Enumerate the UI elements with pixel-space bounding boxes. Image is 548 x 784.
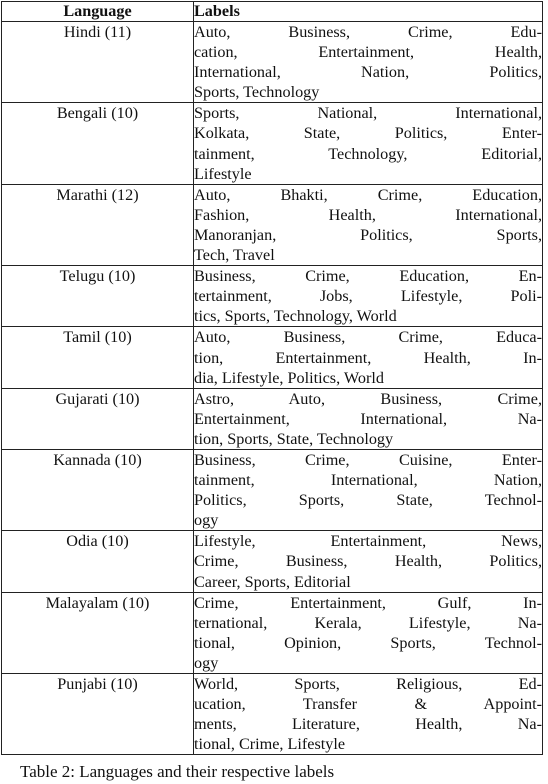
label-text-line: tainment, International, Nation, [194, 471, 542, 490]
language-cell: Kannada (10) [2, 449, 194, 530]
label-text-line: tional, Crime, Lifestyle [194, 735, 346, 754]
label-text-line: Lifestyle, Entertainment, News, [194, 532, 542, 551]
label-text-line: Auto, Business, Crime, Edu- [194, 23, 542, 41]
label-text-line: cation, Entertainment, Health, [194, 43, 542, 62]
label-text-line: Crime, Entertainment, Gulf, In- [194, 593, 542, 612]
label-text-line: ternational, Kerala, Lifestyle, Na- [194, 613, 542, 632]
language-cell: Bengali (10) [2, 103, 194, 184]
label-text-line: ucation, Transfer & Appoint- [194, 695, 542, 714]
language-cell: Gujarati (10) [2, 388, 194, 449]
language-cell: Malayalam (10) [2, 592, 194, 673]
table-row [2, 103, 543, 184]
label-text-line: tion, Entertainment, Health, In- [194, 348, 542, 367]
label-text-line: Manoranjan, Politics, Sports, [194, 225, 542, 244]
label-text-line: Sports, National, International, [194, 104, 542, 123]
label-text-line: ments, Literature, Health, Na- [194, 715, 542, 734]
language-cell: Tamil (10) [2, 327, 194, 388]
labels-cell [194, 327, 543, 388]
language-cell: Marathi (12) [2, 184, 194, 265]
labels-cell [194, 388, 543, 449]
table-row [2, 531, 543, 592]
label-text-line: tainment, Technology, Editorial, [194, 144, 542, 163]
label-text-line: Tech, Travel [194, 246, 275, 265]
labels-cell [194, 449, 543, 530]
language-cell: Odia (10) [2, 531, 194, 592]
label-text-line: Fashion, Health, International, [194, 205, 542, 224]
label-text-line: Astro, Auto, Business, Crime, [194, 389, 542, 408]
language-cell: Hindi (11) [2, 22, 194, 103]
table-header-row [2, 2, 543, 22]
table-row [2, 327, 543, 388]
table-row [2, 449, 543, 530]
column-header-labels: Labels [194, 2, 543, 22]
labels-cell [194, 184, 543, 265]
language-labels-table [1, 1, 543, 755]
label-text-line: Business, Crime, Cuisine, Enter- [194, 450, 542, 469]
label-text-line: tional, Opinion, Sports, Technol- [194, 633, 542, 652]
label-text-line: ogy [194, 653, 219, 672]
label-text-line: International, Nation, Politics, [194, 63, 542, 82]
labels-cell [194, 531, 543, 592]
label-text-line: Auto, Business, Crime, Educa- [194, 328, 542, 347]
label-text-line: Sports, Technology [194, 83, 320, 102]
language-cell: Telugu (10) [2, 266, 194, 327]
label-text-line: tics, Sports, Technology, World [194, 307, 397, 326]
label-text-line: tertainment, Jobs, Lifestyle, Poli- [194, 287, 542, 306]
language-cell: Punjabi (10) [2, 674, 194, 755]
label-text-line: Auto, Bhakti, Crime, Education, [194, 185, 542, 204]
column-header-language: Language [2, 2, 194, 22]
label-text-line: Kolkata, State, Politics, Enter- [194, 124, 542, 143]
label-text-line: ogy [194, 511, 219, 530]
table-row [2, 184, 543, 265]
label-text-line: World, Sports, Religious, Ed- [194, 675, 542, 693]
label-text-line: Politics, Sports, State, Technol- [194, 491, 542, 510]
table-row [2, 674, 543, 755]
table-row [2, 22, 543, 103]
table-row [2, 266, 543, 327]
labels-cell [194, 103, 543, 184]
label-text-line: Lifestyle [194, 164, 252, 183]
label-text-line: Entertainment, International, Na- [194, 409, 542, 428]
labels-cell [194, 22, 543, 103]
labels-cell [194, 674, 543, 755]
table-body [2, 22, 543, 755]
label-text-line: Business, Crime, Education, En- [194, 267, 542, 286]
table-row [2, 592, 543, 673]
label-text-line: Career, Sports, Editorial [194, 572, 351, 591]
table-caption: Table 2: Languages and their respective labels [20, 762, 335, 781]
label-text-line: Crime, Business, Health, Politics, [194, 552, 542, 571]
label-text-line: dia, Lifestyle, Politics, World [194, 368, 384, 387]
table-row [2, 388, 543, 449]
labels-cell [194, 266, 543, 327]
label-text-line: tion, Sports, State, Technology [194, 429, 394, 448]
labels-cell [194, 592, 543, 673]
